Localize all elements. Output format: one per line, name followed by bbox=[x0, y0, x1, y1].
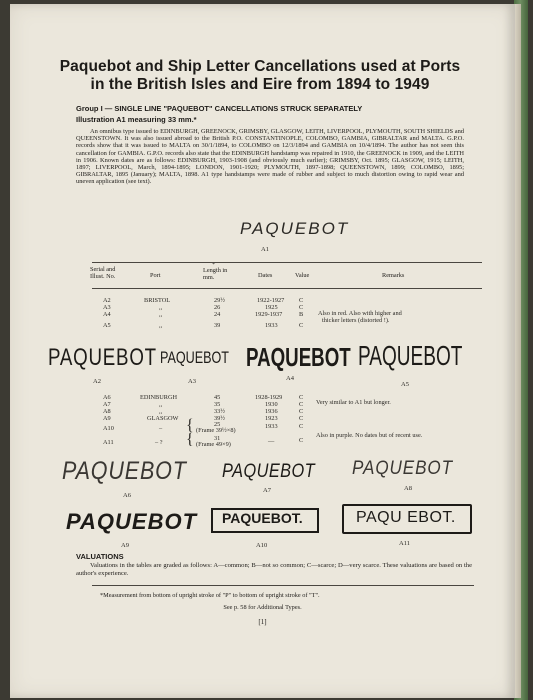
cell-port: – ? bbox=[155, 439, 163, 446]
cell-dates: — bbox=[268, 438, 275, 445]
cell-port: BRISTOL bbox=[144, 297, 171, 304]
cell-length: 45 bbox=[214, 394, 221, 401]
cell-serial: A2 bbox=[103, 297, 111, 304]
valuations-title: VALUATIONS bbox=[76, 552, 124, 561]
cell-serial: A11 bbox=[103, 439, 114, 446]
page-edge bbox=[515, 4, 521, 698]
cell-serial: A4 bbox=[103, 311, 111, 318]
cell-remarks: thicker letters (distorted !). bbox=[322, 317, 390, 324]
title-line-1: Paquebot and Ship Letter Cancellations used at Ports bbox=[59, 58, 461, 75]
cell-port: EDINBURGH bbox=[140, 394, 178, 401]
header-length: Length in mm. bbox=[203, 267, 228, 281]
cell-length: 26 bbox=[214, 304, 221, 311]
stamp-a9: PAQUEBOT bbox=[66, 509, 198, 534]
cell-dates: 1922-1927 bbox=[257, 297, 285, 304]
cell-length: 35 bbox=[214, 401, 221, 408]
cell-port: ,, bbox=[159, 401, 163, 408]
cell-dates: 1925 bbox=[265, 304, 278, 311]
cell-dates: 1933 bbox=[265, 423, 278, 430]
stamp-a5: PAQUEBOT bbox=[358, 340, 463, 371]
cell-length: 33½ bbox=[214, 408, 226, 415]
brace: { bbox=[186, 431, 194, 448]
cell-port: ,, bbox=[159, 408, 163, 415]
cell-remarks: Also in red. Also with higher and bbox=[318, 310, 402, 317]
cell-dates: 1929-1937 bbox=[255, 311, 283, 318]
cell-value: C bbox=[299, 304, 304, 311]
header-serial: Serial and Illust. No. bbox=[90, 266, 116, 280]
cell-serial: A8 bbox=[103, 408, 111, 415]
cell-port: ,, bbox=[159, 311, 163, 318]
label-a3: A3 bbox=[188, 378, 196, 385]
label-a2: A2 bbox=[93, 378, 101, 385]
title-line-2: in the British Isles and Eire from 1894 to 1949 bbox=[90, 76, 430, 93]
stamp-a2: PAQUEBOT bbox=[48, 344, 157, 371]
intro-paragraph: An omnibus type issued to EDINBURGH, GREENOCK, GRIMSBY, GLASGOW, LEITH, LIVERPOOL, PLYMOUTH, SOUTH SHIELDS and QUEENSTOWN. It was also issued abroad to the British P.O. CONSTANTINOPLE, COLOMBO, GAMBIA, GIBRALTAR and MALTA. G.P.O. records show that it was issued to MALTA on 30/1/1894, to COLOMBO on 12/3/1894 and GAMBIA on 10/4/1894. The author has not seen this cancellation for GAMBIA. G.P.O. records also state that the EDINBURGH handstamp was repaired in 1910, the GREENOCK in 1909, and the LEITH in 1906. Known dates are as follows: EDINBURGH, 1903-1908 (and obviously much earlier); GRIMSBY, Oct. 1895; GLASGOW, 1915; LEITH, 1897; LIVERPOOL, March, 1894-1895; LONDON, 1901-1920; PLYMOUTH, 1897-1898; QUEENSTOWN, 1899; COLOMBO, 1895; GIBRALTAR, 1895 (January); MALTA, 1898. A1 type handstamps were made of rubber and subject to much distortion owing to rapid wear and uneven application (see text). bbox=[76, 128, 464, 186]
cell-frame: (Frame 49×9) bbox=[196, 441, 231, 448]
cell-length: 39 bbox=[214, 322, 221, 329]
stamp-a10: PAQUEBOT. bbox=[222, 510, 303, 526]
table-rule-header bbox=[92, 288, 482, 289]
group-heading: Group I — SINGLE LINE "PAQUEBOT" CANCELLATIONS STRUCK SEPARATELY bbox=[76, 104, 363, 113]
label-a7: A7 bbox=[263, 487, 271, 494]
valuations-text: Valuations in the tables are graded as follows: A—common; B—not so common; C—scarce; D—very scarce. These valuations are based on the author's experience. bbox=[76, 562, 472, 577]
cell-serial: A7 bbox=[103, 401, 111, 408]
label-a11: A11 bbox=[399, 540, 410, 547]
footnote-rule bbox=[92, 585, 474, 586]
stamp-a7: PAQUEBOT bbox=[222, 461, 316, 482]
label-a5: A5 bbox=[401, 381, 409, 388]
cell-length: 29½ bbox=[214, 297, 226, 304]
cell-dates: 1928-1929 bbox=[255, 394, 283, 401]
stamp-a8: PAQUEBOT bbox=[352, 458, 453, 479]
cell-length: 31 bbox=[214, 435, 221, 442]
page-number: [1] bbox=[258, 618, 267, 626]
cell-port: ,, bbox=[159, 304, 163, 311]
cell-value: C bbox=[299, 408, 304, 415]
cell-serial: A3 bbox=[103, 304, 111, 311]
label-a4: A4 bbox=[286, 375, 294, 382]
stamp-a6: PAQUEBOT bbox=[62, 457, 187, 485]
cell-port: GLASGOW bbox=[147, 415, 179, 422]
cell-length: 25 bbox=[214, 421, 221, 428]
cell-value: C bbox=[299, 415, 304, 422]
cell-serial: A6 bbox=[103, 394, 111, 401]
cell-serial: A9 bbox=[103, 415, 111, 422]
cell-value: C bbox=[299, 394, 304, 401]
label-a6: A6 bbox=[123, 492, 131, 499]
header-value: Value bbox=[295, 272, 310, 279]
stamp-a1: PAQUEBOT bbox=[240, 219, 350, 238]
cell-dates: 1930 bbox=[265, 401, 278, 408]
cell-value: B bbox=[299, 311, 304, 318]
label-a8: A8 bbox=[404, 485, 412, 492]
see-page-note: See p. 58 for Additional Types. bbox=[223, 604, 302, 611]
cell-frame: (Frame 39½×8) bbox=[196, 427, 236, 434]
cell-dates: 1933 bbox=[265, 322, 278, 329]
cell-dates: 1936 bbox=[265, 408, 278, 415]
stamp-a4: PAQUEBOT bbox=[246, 342, 351, 372]
cell-value: C bbox=[299, 297, 304, 304]
cell-port: – bbox=[159, 425, 163, 432]
stamp-a3: PAQUEBOT bbox=[160, 348, 229, 367]
cell-port: ,, bbox=[159, 322, 163, 329]
cell-remarks: Very similar to A1 but longer. bbox=[316, 399, 391, 406]
header-dates: Dates bbox=[258, 272, 273, 279]
cell-value: C bbox=[299, 423, 304, 430]
cell-length: 24 bbox=[214, 311, 221, 318]
cell-serial: A5 bbox=[103, 322, 111, 329]
header-length-mark: * bbox=[212, 261, 216, 268]
cell-remarks: Also in purple. No dates but of recent use. bbox=[316, 432, 423, 439]
illustration-note: Illustration A1 measuring 33 mm.* bbox=[76, 115, 197, 124]
header-remarks: Remarks bbox=[382, 272, 405, 279]
label-a9: A9 bbox=[121, 542, 129, 549]
header-port: Port bbox=[150, 272, 161, 279]
brace: { bbox=[186, 417, 194, 434]
footnote: *Measurement from bottom of upright stroke of "P" to bottom of upright stroke of "T". bbox=[100, 592, 320, 599]
cell-value: C bbox=[299, 401, 304, 408]
cell-dates: 1923 bbox=[265, 415, 278, 422]
label-a10: A10 bbox=[256, 542, 268, 549]
cell-value: C bbox=[299, 437, 304, 444]
page-title bbox=[50, 58, 470, 94]
book-page bbox=[10, 4, 515, 698]
stamp-a11: PAQU EBOT. bbox=[356, 509, 456, 526]
label-a1: A1 bbox=[261, 246, 269, 253]
table-rule-top bbox=[92, 262, 482, 263]
cell-length: 39½ bbox=[214, 415, 226, 422]
cell-value: C bbox=[299, 322, 304, 329]
cell-serial: A10 bbox=[103, 425, 114, 432]
